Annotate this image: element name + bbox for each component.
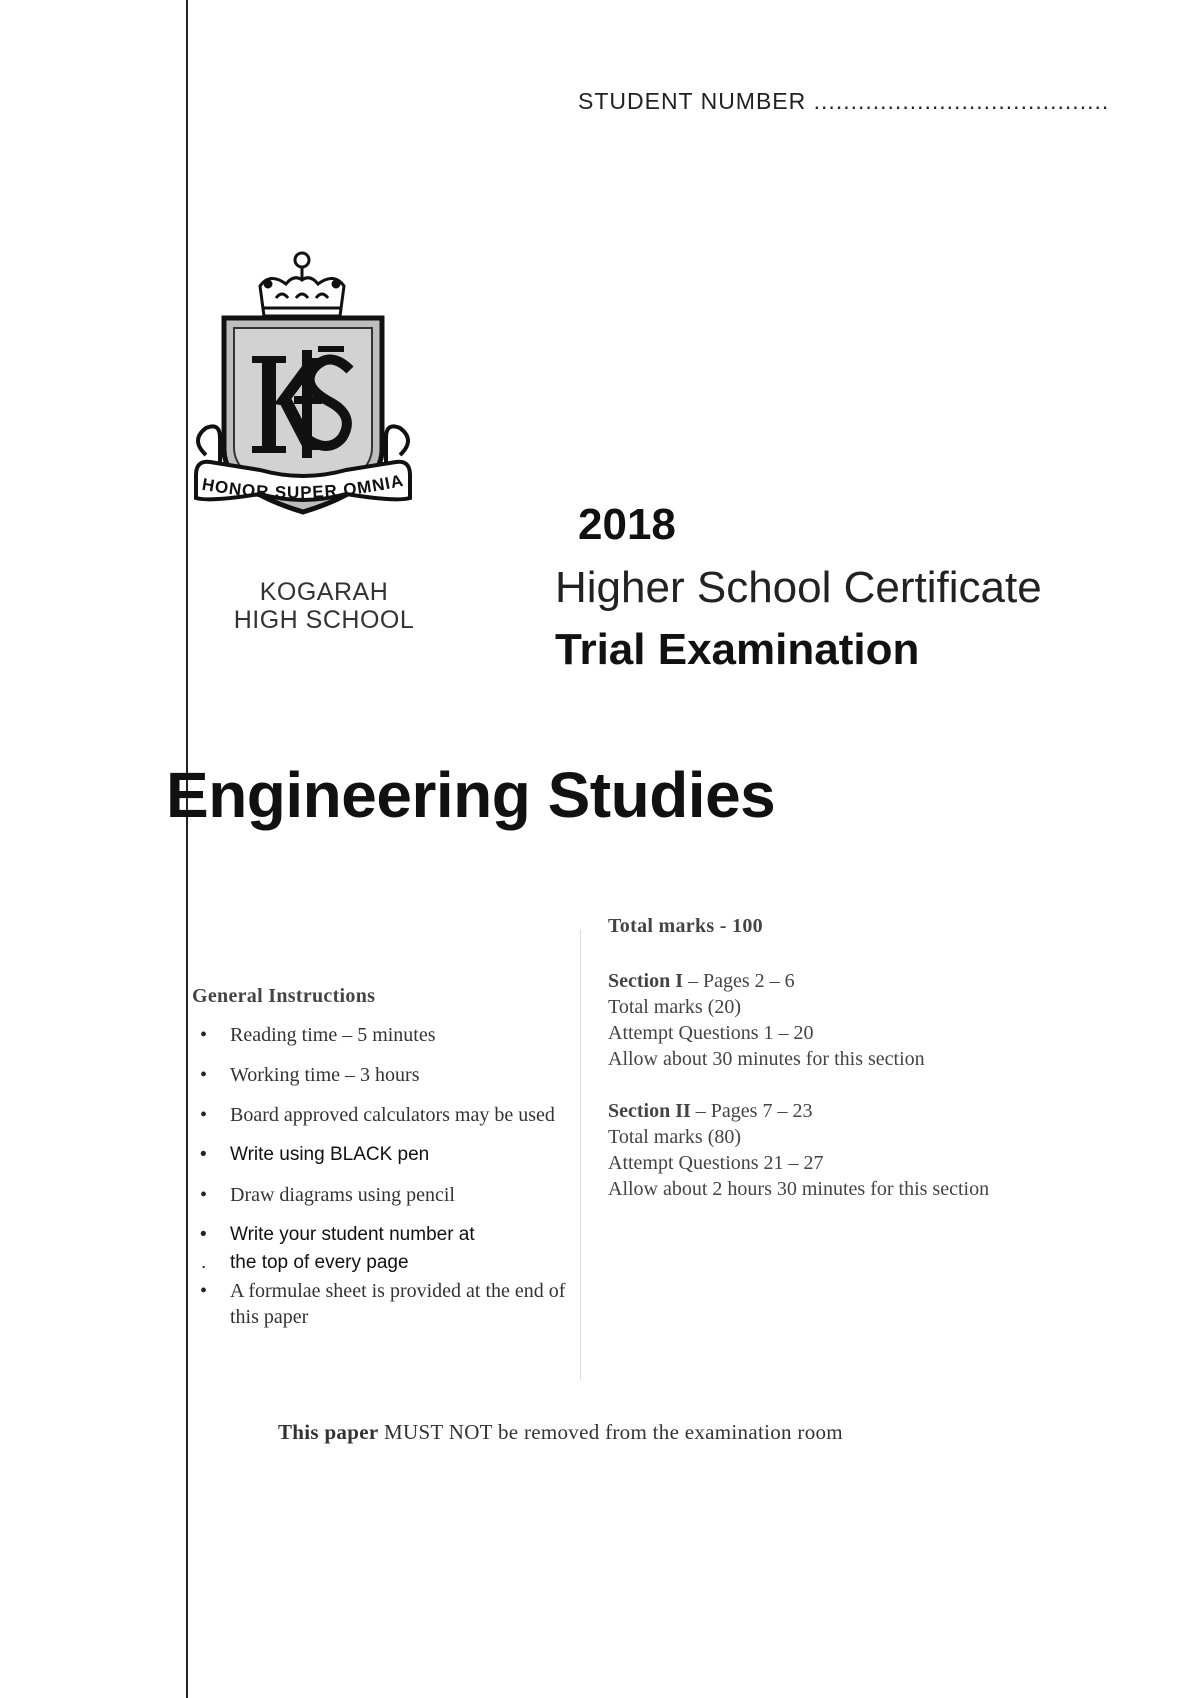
crown-icon [260,253,344,316]
school-crest-logo [190,250,458,550]
section-title: Section I [608,970,683,992]
school-motto: HONOR SUPER OMNIA [200,470,406,503]
section-title: Section II [608,1100,691,1122]
section-attempt: Attempt Questions 1 – 20 [608,1022,814,1044]
instruction-item: • Board approved calculators may be used [192,1102,572,1128]
notice-prefix: This paper [278,1420,379,1444]
marks-summary [608,915,1088,1228]
certificate-title: Higher School Certificate [555,563,1042,612]
section-pages: – Pages 7 – 23 [695,1100,813,1122]
instruction-item: • Write using BLACK pen [192,1142,572,1168]
school-name [190,578,458,634]
section-two [608,1098,1088,1202]
section-total: Total marks (80) [608,1126,742,1148]
page-margin-line [186,0,188,1698]
section-total: Total marks (20) [608,996,742,1018]
general-instructions [192,985,572,1344]
instruction-item: • Draw diagrams using pencil [192,1182,572,1208]
instruction-item: • Write your student number at [192,1222,572,1248]
school-name-line1: KOGARAH [259,578,389,606]
notice-suffix: be removed from the examination room [497,1420,843,1444]
exam-room-notice [278,1420,843,1445]
student-number-field: STUDENT NUMBER ........................................ [578,88,1110,114]
instructions-heading: General Instructions [192,985,376,1007]
exam-year: 2018 [578,500,676,549]
subject-title: Engineering Studies [166,759,776,831]
instruction-item: • Working time – 3 hours [192,1062,572,1088]
exam-type: Trial Examination [555,625,920,674]
school-name-line2: HIGH SCHOOL [233,606,415,634]
instruction-item: • Reading time – 5 minutes [192,1022,572,1048]
column-divider [580,930,581,1380]
section-attempt: Attempt Questions 21 – 27 [608,1152,824,1174]
section-time: Allow about 30 minutes for this section [608,1048,925,1070]
section-one [608,968,1088,1072]
notice-emphasis: MUST NOT [384,1420,493,1444]
instruction-item: • A formulae sheet is provided at the end of this paper [192,1278,572,1330]
section-time: Allow about 2 hours 30 minutes for this section [608,1178,990,1200]
total-marks: Total marks - 100 [608,915,763,937]
section-pages: – Pages 2 – 6 [688,970,795,992]
instruction-item: . the top of every page [192,1250,572,1276]
